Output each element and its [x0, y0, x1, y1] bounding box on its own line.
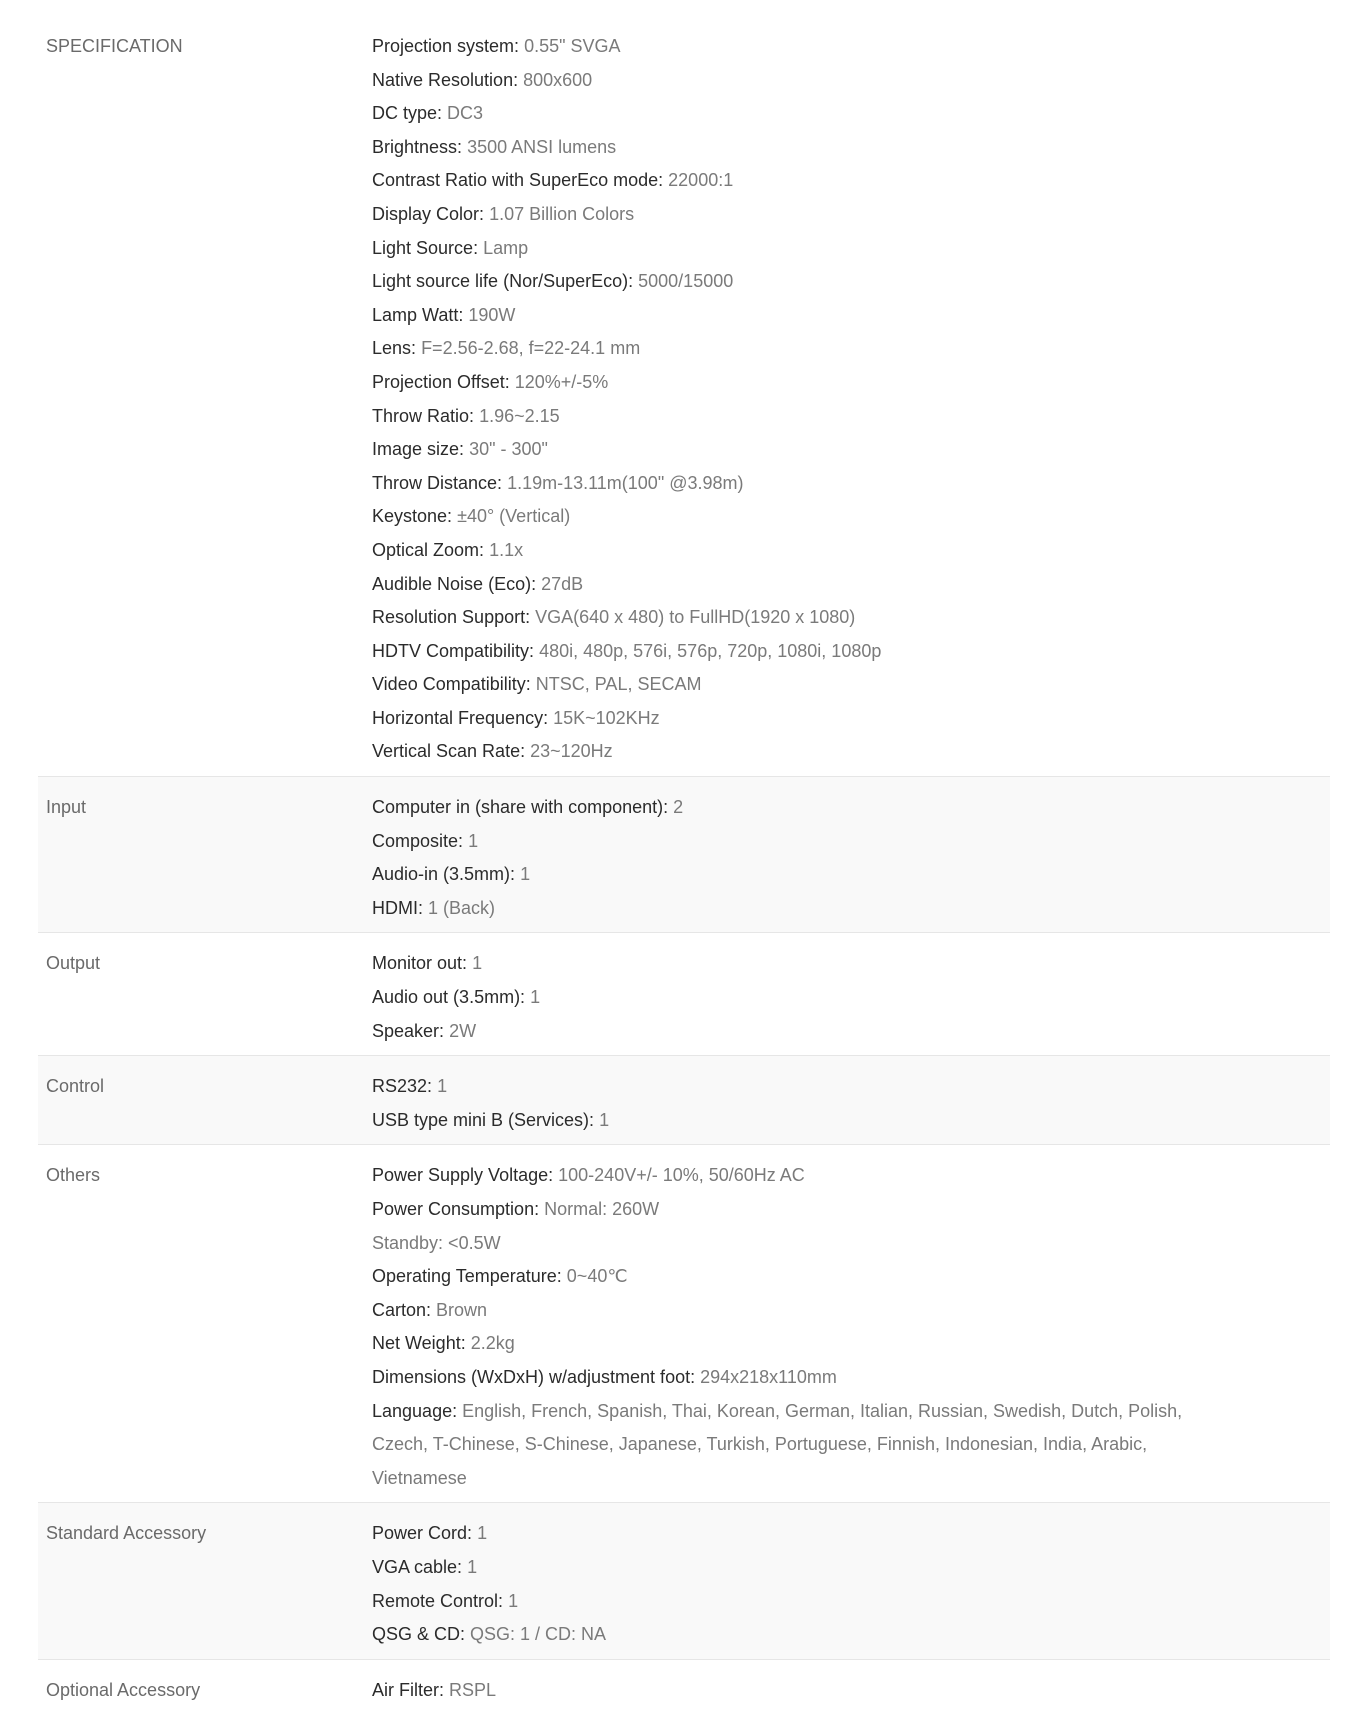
section-title: Optional Accessory [46, 1679, 201, 1700]
spec-item [372, 791, 1202, 825]
spec-value: 120%+/-5% [514, 371, 609, 392]
spec-key: Audio out (3.5mm): [372, 987, 526, 1008]
section-title: Control [46, 1076, 105, 1097]
spec-value: NTSC, PAL, SECAM [535, 674, 702, 695]
spec-list [372, 1159, 1330, 1495]
spec-key: Resolution Support: [372, 607, 531, 628]
spec-key: HDTV Compatibility: [372, 640, 535, 661]
spec-key: RS232: [372, 1076, 433, 1097]
spec-item [372, 1260, 1202, 1294]
spec-key: Contrast Ratio with SuperEco mode: [372, 170, 664, 191]
spec-value: 27dB [541, 573, 584, 594]
spec-item [372, 332, 1202, 366]
spec-value: 1 [472, 953, 483, 974]
spec-value: 5000/15000 [638, 271, 734, 292]
spec-key: Power Consumption: [372, 1199, 540, 1219]
spec-value: 1 [508, 1590, 519, 1611]
spec-value: 2W [449, 1020, 477, 1041]
spec-item [372, 400, 1202, 434]
spec-item [372, 1327, 1202, 1361]
spec-key: Computer in (share with component): [372, 797, 669, 818]
spec-key: Air Filter: [372, 1679, 444, 1700]
spec-section [38, 1503, 1330, 1659]
section-title: SPECIFICATION [46, 36, 183, 56]
spec-value: F=2.56-2.68, f=22-24.1 mm [421, 338, 641, 359]
spec-key: Optical Zoom: [372, 539, 485, 560]
spec-section [38, 777, 1330, 933]
section-title: Output [46, 953, 101, 974]
spec-list [372, 791, 1330, 925]
spec-list [372, 30, 1330, 769]
spec-value: 1 [468, 830, 479, 851]
spec-value: Lamp [483, 237, 529, 258]
spec-item [372, 534, 1202, 568]
spec-value: 3500 ANSI lumens [467, 136, 617, 157]
spec-key: Composite: [372, 830, 464, 851]
spec-value: 800x600 [523, 69, 593, 90]
spec-item [372, 947, 1202, 981]
spec-key: Power Cord: [372, 1523, 473, 1544]
spec-value: 0~40℃ [566, 1266, 628, 1287]
spec-value: DC3 [447, 103, 484, 124]
spec-key: Power Supply Voltage: [372, 1165, 554, 1186]
spec-table [38, 0, 1330, 1714]
spec-value: 1.19m-13.11m(100" @3.98m) [507, 472, 744, 493]
spec-item [372, 299, 1202, 333]
spec-item [372, 265, 1202, 299]
spec-item [372, 164, 1202, 198]
spec-value: 2.2kg [470, 1333, 515, 1354]
spec-value: 1 (Back) [428, 897, 496, 918]
spec-value: QSG: 1 / CD: NA [470, 1624, 607, 1645]
spec-key: Light Source: [372, 237, 479, 258]
spec-item [372, 1395, 1202, 1496]
spec-value: Standby: <0.5W [372, 1232, 501, 1253]
spec-value: Brown [436, 1299, 488, 1320]
spec-key: Horizontal Frequency: [372, 707, 549, 728]
spec-item [372, 825, 1202, 859]
spec-item [372, 1227, 1202, 1261]
spec-section [38, 0, 1330, 777]
spec-item [372, 601, 1202, 635]
spec-value: ±40° (Vertical) [457, 506, 571, 527]
spec-item [372, 735, 1202, 769]
spec-item [372, 1070, 1202, 1104]
spec-item [372, 981, 1202, 1015]
spec-value: VGA(640 x 480) to FullHD(1920 x 1080) [535, 607, 856, 628]
spec-value: 1 [477, 1523, 488, 1544]
spec-item [372, 198, 1202, 232]
spec-key: Net Weight: [372, 1333, 466, 1354]
spec-list [372, 1070, 1330, 1137]
spec-key: QSG & CD: [372, 1624, 466, 1645]
spec-key: Image size: [372, 439, 465, 460]
section-title: Input [46, 797, 87, 818]
spec-value: 2 [673, 797, 684, 818]
spec-key: Speaker: [372, 1020, 445, 1041]
spec-item [372, 1015, 1202, 1049]
spec-value: 1 [437, 1076, 448, 1097]
spec-value: 1.1x [489, 539, 524, 560]
spec-item [372, 1551, 1202, 1585]
spec-item [372, 1294, 1202, 1328]
spec-key: VGA cable: [372, 1556, 463, 1577]
spec-value: 1.07 Billion Colors [489, 203, 635, 224]
spec-value: 1 [467, 1556, 478, 1577]
spec-key: Lamp Watt: [372, 304, 464, 325]
spec-key: HDMI: [372, 897, 423, 918]
spec-item [372, 668, 1202, 702]
spec-item [372, 64, 1202, 98]
section-title: Standard Accessory [46, 1523, 207, 1544]
spec-key: Throw Ratio: [372, 405, 475, 426]
spec-item [372, 1585, 1202, 1619]
spec-value: 0.55" SVGA [524, 36, 621, 56]
spec-item [372, 131, 1202, 165]
spec-key: Brightness: [372, 136, 463, 157]
spec-value: 1 [520, 864, 531, 885]
spec-item [372, 1517, 1202, 1551]
spec-value: 30" - 300" [469, 439, 548, 460]
spec-key: Lens: [372, 338, 417, 359]
spec-key: Keystone: [372, 506, 453, 527]
spec-item [372, 1193, 1202, 1227]
spec-key: Operating Temperature: [372, 1266, 562, 1287]
spec-item [372, 702, 1202, 736]
spec-list [372, 1674, 1330, 1708]
spec-item [372, 1618, 1202, 1652]
spec-item [372, 97, 1202, 131]
spec-key: Carton: [372, 1299, 432, 1320]
spec-item [372, 858, 1202, 892]
spec-value: Normal: 260W [544, 1199, 660, 1219]
spec-key: Projection Offset: [372, 371, 510, 392]
spec-item [372, 1159, 1202, 1193]
spec-key: Dimensions (WxDxH) w/adjustment foot: [372, 1366, 696, 1387]
spec-section [38, 1145, 1330, 1503]
spec-value: 1 [530, 987, 541, 1008]
spec-item [372, 366, 1202, 400]
spec-item [372, 500, 1202, 534]
spec-key: DC type: [372, 103, 443, 124]
spec-value: RSPL [449, 1679, 497, 1700]
spec-key: Video Compatibility: [372, 674, 531, 695]
spec-value: English, French, Spanish, Thai, Korean, German, Italian, Russian, Swedish, Dutch, Polish, Czech, T-Chinese, S-Chinese, Japanese, Turkish, Portuguese, Finnish, Indonesian, India, Arabic, Vietnamese [372, 1400, 1183, 1488]
spec-value: 100-240V+/- 10%, 50/60Hz AC [558, 1165, 805, 1186]
spec-value: 1.96~2.15 [479, 405, 560, 426]
spec-item [372, 30, 1202, 64]
spec-value: 480i, 480p, 576i, 576p, 720p, 1080i, 1080p [539, 640, 882, 661]
spec-key: Light source life (Nor/SuperEco): [372, 271, 634, 292]
spec-key: Audio-in (3.5mm): [372, 864, 516, 885]
spec-value: 294x218x110mm [700, 1366, 837, 1387]
spec-key: Audible Noise (Eco): [372, 573, 537, 594]
spec-section [38, 933, 1330, 1056]
spec-key: Display Color: [372, 203, 485, 224]
spec-key: Remote Control: [372, 1590, 504, 1611]
spec-section [38, 1056, 1330, 1145]
spec-key: Projection system: [372, 36, 520, 56]
spec-value: 23~120Hz [530, 741, 613, 762]
spec-key: Native Resolution: [372, 69, 519, 90]
spec-key: USB type mini B (Services): [372, 1109, 595, 1130]
spec-item [372, 1361, 1202, 1395]
spec-list [372, 947, 1330, 1048]
spec-item [372, 635, 1202, 669]
spec-item [372, 467, 1202, 501]
spec-item [372, 232, 1202, 266]
spec-value: 190W [468, 304, 516, 325]
section-title: Others [46, 1165, 101, 1186]
spec-key: Monitor out: [372, 953, 468, 974]
spec-key: Vertical Scan Rate: [372, 741, 526, 762]
spec-list [372, 1517, 1330, 1651]
spec-value: 22000:1 [668, 170, 734, 191]
spec-value: 1 [599, 1109, 610, 1130]
spec-item [372, 1104, 1202, 1138]
spec-key: Language: [372, 1400, 458, 1421]
spec-item [372, 892, 1202, 926]
spec-item [372, 433, 1202, 467]
spec-item [372, 1674, 1202, 1708]
spec-key: Throw Distance: [372, 472, 503, 493]
spec-item [372, 568, 1202, 602]
spec-value: 15K~102KHz [553, 707, 660, 728]
